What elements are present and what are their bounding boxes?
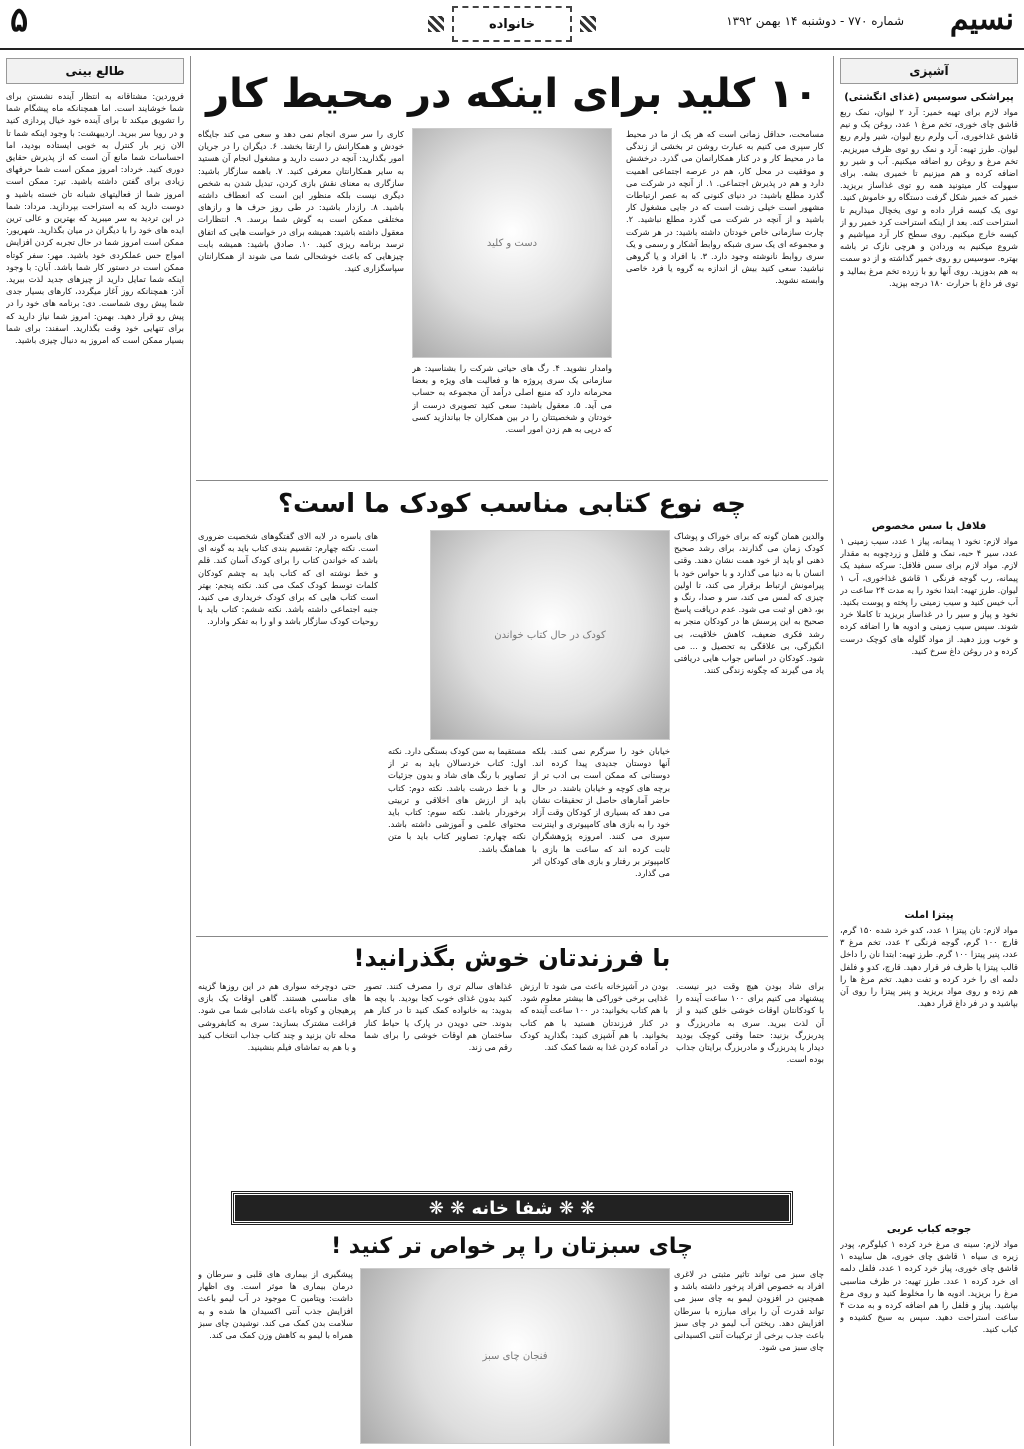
horoscope-column xyxy=(6,58,184,1443)
article2-col3: مستقیما به سن کودک بستگی دارد. نکته اول: کتاب خردسالان باید به تر از تصاویر با رنگ های شاد و بدون جزئیات و با خط درشت باشد. نکته دوم: کتاب باید از ارزش های اخلاقی و تربیتی برخوردار باشد. نکته سوم: کتاب باید محتوای علمی و آموزشی داشته باشد. نکته چهارم: تصاویر کتاب باید با متن هماهنگ باشد. xyxy=(388,746,526,854)
article1-col3: کاری را سر سری انجام نمی دهد و سعی می کند جایگاه خودش و همکارانش را ارتقا بخشد. ۶. دیگران را در جریان امور بگذارید: آنچه در دست دارید و مشغول انجام آن هستید به سایر همکارانتان معرفی کنید. ۷. باهمه سازگار باشید: سازگاری به معنای نقش بازی کردن، تبدیل شدن به شخص دیگری نیست بلکه منظور این است که انعطاف داشته باشید. ۸. رازدار باشید: در طی روز حرف ها و رازهای مختلفی ممکن است به گوش شما برسد. ۹. انتظارات معقول داشته باشید: همیشه برای در خواست هایی که اتفاق نرسد برنامه ریزی کنید. ۱۰. صادق باشید: همیشه بابت چیزهایی که باعث خوشحالی شما می شوند از همکارانتان سپاسگزاری کنید. xyxy=(198,129,404,274)
page-number: ۵ xyxy=(10,0,29,40)
keys-hand-image: دست و کلید xyxy=(412,128,612,358)
divider-a1 xyxy=(196,480,828,481)
article2-title: چه نوع کتابی مناسب کودک ما است؟ xyxy=(277,489,747,519)
issue-info: شماره ۷۷۰ - دوشنبه ۱۴ بهمن ۱۳۹۲ xyxy=(726,14,904,28)
horoscope-body: فروردین: مشتاقانه به انتظار آینده نشستن برای شما خوشایند است. اما همچنانکه ماه پیشگام شما را تشویق میکند تا برای آینده خود خیال پردازی کنید و در رویا سر ببرید. اردیبهشت: با وجود اینکه شما تا الان زیر بار کنترل به خوبی ایستاده بودید، اما احساسات شما مانع آن است که از پذیرش حقایق دوری کنید. خرداد: امروز ممکن است شما حرفهای زیادی برای گفتن داشته باشید. تیر: ممکن است امروز شما از فعالیتهای شبانه تان خسته باشید و دوست دارید که به استراحت بپردازید. مرداد: شما در این تردید به سر میبرید که بهترین و عالی ترین ایده های خود را با دیگران در میان بگذارید. شهریور: ممکن است امروز شما در حال تجربه کردن افزایش امواج حس عملکردی خود باشید. مهر: سفر کوتاه ممکن است در دستور کار شما باشد. آبان: با وجود اینکه شما تمایل دارید از چیزهای جدید لذت ببرید. آذر: همچنانکه روز آغاز میگردد، کارهای بسیار جدی شما پیش روی شماست. دی: برنامه های خود را در پیش رو قرار دهید. بهمن: امروز شما نیاز دارید که برای تنهایی خود وقت بگذارید. اسفند: برای شما بسیار ممکن است که امروز به دنبال چیزی باشید. xyxy=(6,91,184,346)
child-reading-image: کودک در حال کتاب خواندن xyxy=(430,530,670,740)
divider-left xyxy=(190,56,191,1446)
article3-col1: برای شاد بودن هیچ وقت دیر نیست. پیشنهاد می کنیم برای ۱۰۰ ساعت آینده را با کودکانتان اوقات خوشی خلق کنید و از آن لذت ببرید. سری به مادربزرگ و پدربزرگ بزنید: حتما وقتی کوچک بودید دیدار با پدربزرگ و مادربزرگ برایتان جذاب بوده است. xyxy=(676,981,824,1065)
section-title: خانواده xyxy=(452,6,572,42)
recipe1-title: پیراشکی سوسیس (غذای انگشتی) xyxy=(844,92,1014,103)
article1-col1: مسامحت، حداقل زمانی است که هر یک از ما در محیط کار سپری می کنیم به عبارت روشن تر بخشی از زندگی ما در محیط کار و در کنار همکارانمان می گذرد. درخشش و موفقیت در محل کار، هم در عرصه اجتماعی اهمیت دارد و هم در پذیرش اجتماعی. ۱. از آنچه در شرکت می گذرد مطلع باشید: در دنیای کنونی که به عصر ارتباطات مشهور است خیلی زشت است که در جایی مشغول کار باشید و از آنچه در شرکت می گذرد مطلع نباشید. ۲. چارت سازمانی خاص خودتان داشته باشید: در هر شرکت و مجموعه ای یک سری شبکه روابط آشکار و رسمی و یک سری روابط نانوشته وجود دارد. ۳. با افراد و یا گروهی نباشید: سعی کنید بیش از اندازه به گروه یا فرد خاصی وابسته نشوید. xyxy=(626,129,824,286)
cooking-box-title: آشپزی xyxy=(840,58,1018,84)
article2-col4: های باسره در لابه الای گفتگوهای شخصیت ضروری است. نکته چهارم: تقسیم بندی کتاب باید به گونه ای باشد که خواندن کتاب را برای کودک آسان کند. قلم و خط نوشته ای که کتاب باید به چشم کودکان کلمات توسط کودک کمک می کند. نکته پنجم: بهتر است کتاب هایی که برای کودک خریداری می کنید، جنبه اجتماعی داشته باشد. نکته ششم: کتاب باید با روحیات کودک سازگار باشد و او را به تفکر وادارد. xyxy=(198,531,378,627)
recipe1-body: مواد لازم برای تهیه خمیر: آرد ۲ لیوان، نمک ربع قاشق چای خوری، تخم مرغ ۱ عدد، روغن یک و نیم قاشق غذاخوری، آب ولرم ربع لیوان، شیر ولرم ربع لیوان. طرز تهیه: آرد و نمک رو توی ظرف میریزیم. تخم مرغ و روغن رو اضافه میکنیم. آب و شیر رو اضافه کرده و هم میزنیم تا خمیری بشه. برای سهولت کار میتونید همه رو توی غذاساز بریزید. خمیر که خمیر شکل گرفت دستگاه رو خاموش کنید. توی یک کیسه قرار داده و توی یخچال میذاریم تا استراحت کنه. بعد از اینکه استراحت کرد خمیر رو از کیسه خارج میکنیم. روی سطح کار آرد میپاشیم و شروع میکنیم به وردادن و هرچی نازک تر باشه بهتره. سوسیس رو روی خمیر گذاشته و از دو سمت به هم بدوزید. روی آنها رو با زرده تخم مرغ بمالید و توی فر داغ با حرارت ۱۸۰ درجه بپزید. xyxy=(840,107,1018,288)
article2-col2: خیابان خود را سرگرم نمی کنند. بلکه آنها دوستان جدیدی پیدا کرده اند. دوستانی که ممکن است بی ادب تر از برچه های کوچه و خیابان باشند. در حال حاضر آمارهای حاصل از تحقیقات نشان می دهد که بسیاری از کودکان وقت آزاد خود را به بازی های کامپیوتری و اینترنت سپری می کنند. امروزه پژوهشگران ثابت کرده اند که ساعت ها بازی با کامپیوتر بر رفتار و بازی های کودکان اثر می گذارد. xyxy=(532,746,670,879)
recipe3-title: پیتزا املت xyxy=(904,910,954,921)
newspaper-logo: نسیم xyxy=(949,2,1014,37)
article2-col1: والدین همان گونه که برای خوراک و پوشاک کودک زمان می گذارند، برای رشد صحیح ذهنی او باید از خود همت نشان دهند. وقتی انسان با به دنیا می گذارد و با حواس خود با پیرامونش ارتباط برقرار می کند، تا اولین چیزی که لمس می کند، سر و صدا، رنگ و بو، ذهن او ثبت می شود. عدم دریافت پاسخ صحیح به این پرسش ها در کودکان منجر به رشد فکری ضعیف، کاهش خلاقیت، بی انگیزگی، بی علاقگی به تحصیل و ... می شود. کودکان در اساس جواب هایی دریافتی یاد می گیرند که چگونه زندگی کنند. xyxy=(674,531,824,676)
divider-a2 xyxy=(196,936,828,937)
article1-title: ۱۰ کلید برای اینکه در محیط کار xyxy=(206,71,818,117)
recipe3-body: مواد لازم: نان پیتزا ۱ عدد، کدو خرد شده ۱۵۰ گرم، قارچ ۱۰۰ گرم، گوجه فرنگی ۲ عدد، تخم مرغ ۳ عدد، پنیر پیتزا ۱۰۰ گرم. طرز تهیه: ابتدا نان را داخل قالب پیتزا یا ظرف فر قرار دهید. قارچ، کدو و فلفل دلمه ای را خرد کرده و تفت دهید. تخم مرغ ها را هم زده و روی مواد بریزید و پنیر پیتزا را روی آن بپاشید و در فر داغ قرار دهید. xyxy=(840,925,1018,1009)
article3-col2: بودن در آشپزخانه باعث می شود تا ارزش غذایی برخی خوراکی ها بیشتر معلوم شود. با هم کتاب بخوانید: در ۱۰۰ ساعت آینده که در کنار فرزندتان هستید با هم کتاب بخوانید. با هم آشپزی کنید: بگذارید کودک در آماده کردن غذا به شما کمک کند. xyxy=(520,981,668,1053)
article3-title: با فرزندتان خوش بگذرانید! xyxy=(353,944,671,972)
shafa-khaneh-banner: ❋ ❋ شفا خانه ❋ ❋ xyxy=(232,1192,792,1224)
article4-title: چای سبزتان را پر خواص تر کنید ! xyxy=(331,1234,693,1259)
divider-right xyxy=(833,56,834,1446)
page-header xyxy=(0,0,1024,50)
horoscope-box-title: طالع بینی xyxy=(6,58,184,84)
article3-col4: حتی دوچرخه سواری هم در این روزها گزینه های مناسبی هستند. گاهی اوقات یک بازی پرهیجان و کوتاه باعث شادابی شما می شود. فراغت مشترک بسازید: سری به کتابفروشی محله تان بزنید و چند کتاب جذاب انتخاب کنید و با هم به تماشای فیلم بنشینید. xyxy=(198,981,356,1053)
recipe2-body: مواد لازم: نخود ۱ پیمانه، پیاز ۱ عدد، سیب زمینی ۱ عدد، سیر ۴ حبه، نمک و فلفل و زردچوبه به مقدار لازم. مواد لازم برای سس فلافل: سرکه سفید یک پیمانه، رب گوجه فرنگی ۱ قاشق غذاخوری، آب ۱ لیوان. طرز تهیه: ابتدا نخود را به مدت ۲۴ ساعت در آب خیس کنید و سیب زمینی را پخته و پوست بکنید. نخود و پیاز و سیر را در غذاساز بریزید تا کاملا خرد شوند. سپس سیب زمینی و ادویه ها را اضافه کرده و خوب ورز دهید. از مواد گلوله های کوچک درست کرده و در روغن داغ سرخ کنید. xyxy=(840,536,1018,656)
green-tea-image: فنجان چای سبز xyxy=(360,1268,670,1444)
recipe4-body: مواد لازم: سینه ی مرغ خرد کرده ۱ کیلوگرم، پودر زیره ی سیاه ۱ قاشق چای خوری، هل ساییده ۱ قاشق چای خوری، پیاز خرد کرده ۱ عدد، فلفل دلمه ای خرد کرده ۱ عدد. طرز تهیه: در ظرف مناسبی مرغ را بریزید. ادویه ها را مخلوط کنید و روی مرغ بپاشید. پیاز و فلفل را هم اضافه کرده و به مدت ۴ ساعت استراحت دهید. سپس به سیخ کشیده و کباب کنید. xyxy=(840,1239,1018,1335)
cooking-column xyxy=(840,58,1018,1443)
article4-col1: چای سبز می تواند تاثیر مثبتی در لاغری افراد به خصوص افراد پرخور داشته باشد و همچنین در افزودن لیمو به چای سبز می تواند قدرت آن را برای مبارزه با سرطان افزایش دهد. ریختن آب لیمو در چای سبز باعث جذب برخی از ترکیبات آنتی اکسیدانی چای سبز می شود. xyxy=(674,1269,824,1353)
article3-col3: غذاهای سالم تری را مصرف کنند. تصور کنید بدون غذای خوب کجا بودید. با بچه ها بدوید: به خانواده کمک کنید تا در کنار هم بدوند. حتی دویدن در پارک یا حیاط کنار ساختمان هم اوقات خوشی را برای شما رقم می زند. xyxy=(364,981,512,1053)
recipe4-title: جوجه کباب عربی xyxy=(886,1224,972,1235)
article4-col2: پیشگیری از بیماری های قلبی و سرطان و درمان بیماری ها موثر است. وی اظهار داشت: ویتامین C موجود در آب لیمو باعث افزایش جذب آنتی اکسیدان ها شده و به سلامت بدن کمک می کند. نوشیدن چای سبز همراه با لیمو به کاهش وزن کمک می کند. xyxy=(198,1269,353,1341)
recipe2-title: فلافل با سس مخصوص xyxy=(871,521,987,532)
article1-col2: وامدار نشوید. ۴. رگ های حیاتی شرکت را بشناسید: هر سازمانی یک سری پروژه ها و فعالیت های ویژه و بعضا محرمانه دارد که منبع اصلی درآمد آن مجموعه به حساب می آید. ۵. معقول باشید: سعی کنید تصویری درست از خودتان و شخصیتتان را در بین همکاران جا بیاندازید کسی که درپی به هم زدن امور است. xyxy=(412,363,612,435)
